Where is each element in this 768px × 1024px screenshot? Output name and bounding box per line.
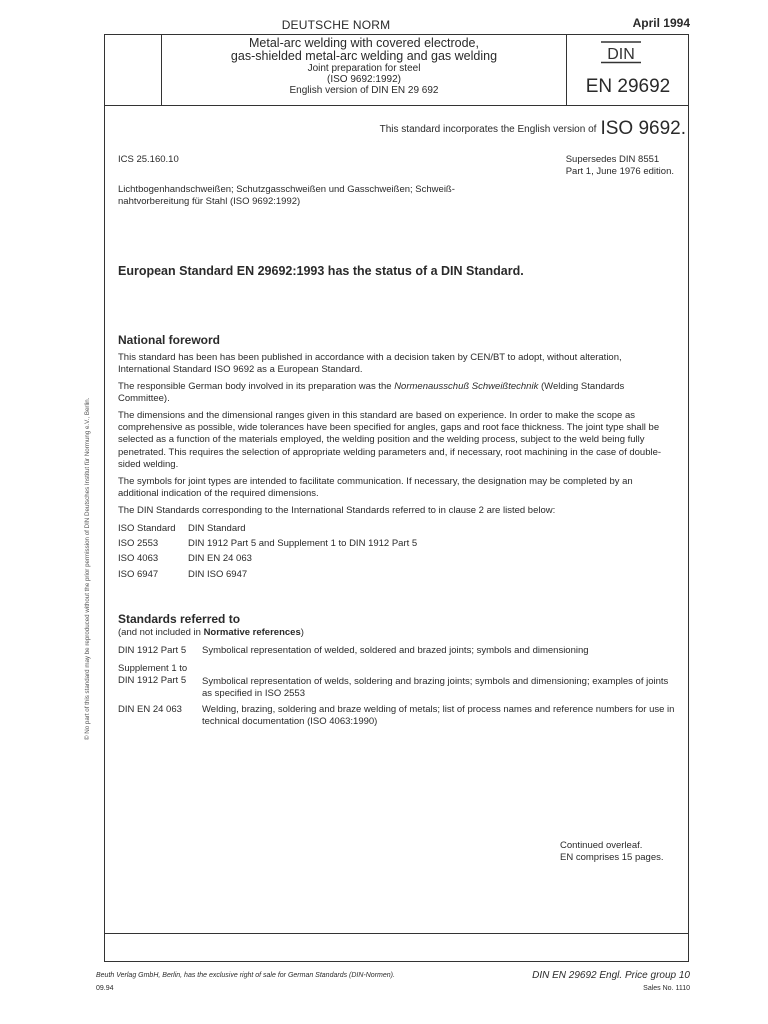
supersedes-line-1: Supersedes DIN 8551 [565, 154, 660, 165]
subheading-a: (and not included in [118, 627, 204, 638]
standards-referred-heading: Standards referred to [118, 612, 241, 626]
ref-cell: DIN EN 24 063 [118, 703, 182, 715]
footer-rule [104, 933, 689, 934]
incorporates-statement [380, 118, 686, 140]
publisher-note: Beuth Verlag GmbH, Berlin, has the exclusive right of sale for German Standards (DIN-Normen). [96, 972, 395, 979]
table-row [118, 538, 417, 553]
standards-referred-subheading [118, 627, 304, 639]
subheading-b: ) [300, 627, 304, 638]
title-line-2: gas-shielded metal-arc welding and gas welding [230, 49, 498, 63]
foreword-paragraph-3: The dimensions and the dimensional ranges given in this standard are based on experience. In order to make the scope as comprehensive as possible, wide tolerances have been specified for angles, gaps and root face thickness. The joint type shall be selected as a function of the materials employed, the welding position and the welding process, subject to the weld being fully penetrated. This requires the selection of appropriate welding parameters and, if necessary, root machining in the case of double-sided welding. [118, 410, 662, 470]
date-code: 09.94 [96, 985, 114, 992]
desc-cell: Symbolical representation of welds, soldering and brazing joints; symbols and dimensioning; examples of joints as specified in ISO 2553 [202, 676, 669, 700]
list-item [118, 645, 678, 663]
table-header-row [118, 523, 417, 538]
sales-number: Sales No. 1110 [643, 985, 690, 992]
table-header-din: DIN Standard [188, 523, 246, 534]
din-logo [599, 40, 643, 64]
list-item [118, 704, 678, 728]
incorporates-text: This standard incorporates the English version of [379, 124, 597, 135]
ref-cell: Supplement 1 to DIN 1912 Part 5 [118, 663, 188, 687]
desc-cell: Welding, brazing, soldering and braze welding of metals; list of process names and reference numbers for use in technical documentation (ISO 4063:1990) [202, 703, 675, 727]
title-text [162, 37, 566, 96]
foreword-paragraph-2 [118, 381, 674, 405]
subheading-bold: Normative references [203, 627, 301, 638]
foreword-paragraph-5: The DIN Standards corresponding to the International Standards referred to in clause 2 are listed below: [118, 505, 556, 516]
table-cell-din: DIN ISO 6947 [188, 568, 248, 580]
continued-note [560, 840, 664, 864]
ics-code: ICS 25.160.10 [118, 154, 179, 165]
german-title-line-1: Lichtbogenhandschweißen; Schutzgasschweißen und Gasschweißen; Schweiß- [118, 184, 455, 195]
foreword-p2-committee: Normenausschuß Schweißtechnik [394, 381, 539, 392]
table-cell-iso: ISO 6947 [118, 568, 159, 580]
continued-line-1: Continued overleaf. [560, 840, 643, 851]
national-foreword-heading: National foreword [118, 333, 221, 347]
title-line-3: Joint preparation for steel [307, 63, 421, 74]
foreword-p2-a: The responsible German body involved in its preparation was the [118, 381, 395, 392]
foreword-paragraph-4: The symbols for joint types are intended to facilitate communication. If necessary, the designation may be completed by an additional indication of the required dimensions. [118, 476, 633, 500]
incorporates-iso: ISO 9692. [600, 118, 686, 139]
din-logo-text: DIN [607, 46, 635, 63]
desc-cell: Symbolical representation of welded, soldered and brazed joints; symbols and dimensioning [202, 645, 589, 656]
supersedes-line-2: Part 1, June 1976 edition. [565, 166, 674, 177]
supersedes-block [566, 154, 674, 178]
status-statement: European Standard EN 29692:1993 has the status of a DIN Standard. [118, 264, 524, 278]
title-line-5: English version of DIN EN 29 692 [289, 85, 439, 96]
title-block-blank-cell [104, 34, 162, 105]
list-item [118, 663, 678, 703]
table-row [118, 553, 417, 568]
table-cell-iso: ISO 4063 [118, 553, 159, 565]
footer-reference: DIN EN 29692 Engl. Price group 10 [532, 970, 690, 981]
table-cell-din: DIN EN 24 063 [188, 553, 252, 565]
standards-referred-table [118, 645, 678, 728]
table-row [118, 569, 417, 581]
norm-label: DEUTSCHE NORM [281, 18, 391, 32]
title-line-4: (ISO 9692:1992) [327, 74, 401, 85]
title-block [104, 34, 689, 106]
table-cell-din: DIN 1912 Part 5 and Supplement 1 to DIN 1912 Part 5 [188, 538, 418, 550]
correspondence-table [118, 523, 417, 581]
german-title [118, 184, 538, 208]
publication-date: April 1994 [632, 16, 690, 30]
side-copyright: © No part of this standard may be reproduced without the prior permission of DIN Deutsches Institut für Normung e.V., Berlin. [84, 397, 91, 740]
table-header-iso: ISO Standard [118, 523, 176, 534]
title-line-1: Metal-arc welding with covered electrode, [249, 36, 479, 50]
standard-number: EN 29692 [585, 76, 671, 97]
foreword-paragraph-1: This standard has been has been published in accordance with a decision taken by CEN/BT to adopt, without alteration, International Standard ISO 9692 as a European Standard. [118, 352, 622, 376]
continued-line-2: EN comprises 15 pages. [560, 852, 664, 863]
foreword-p2-b: (Welding Standards Committee). [118, 381, 625, 405]
german-title-line-2: nahtvorbereitung für Stahl (ISO 9692:1992) [118, 196, 301, 207]
table-cell-iso: ISO 2553 [118, 538, 159, 550]
ref-cell: DIN 1912 Part 5 [118, 645, 187, 656]
